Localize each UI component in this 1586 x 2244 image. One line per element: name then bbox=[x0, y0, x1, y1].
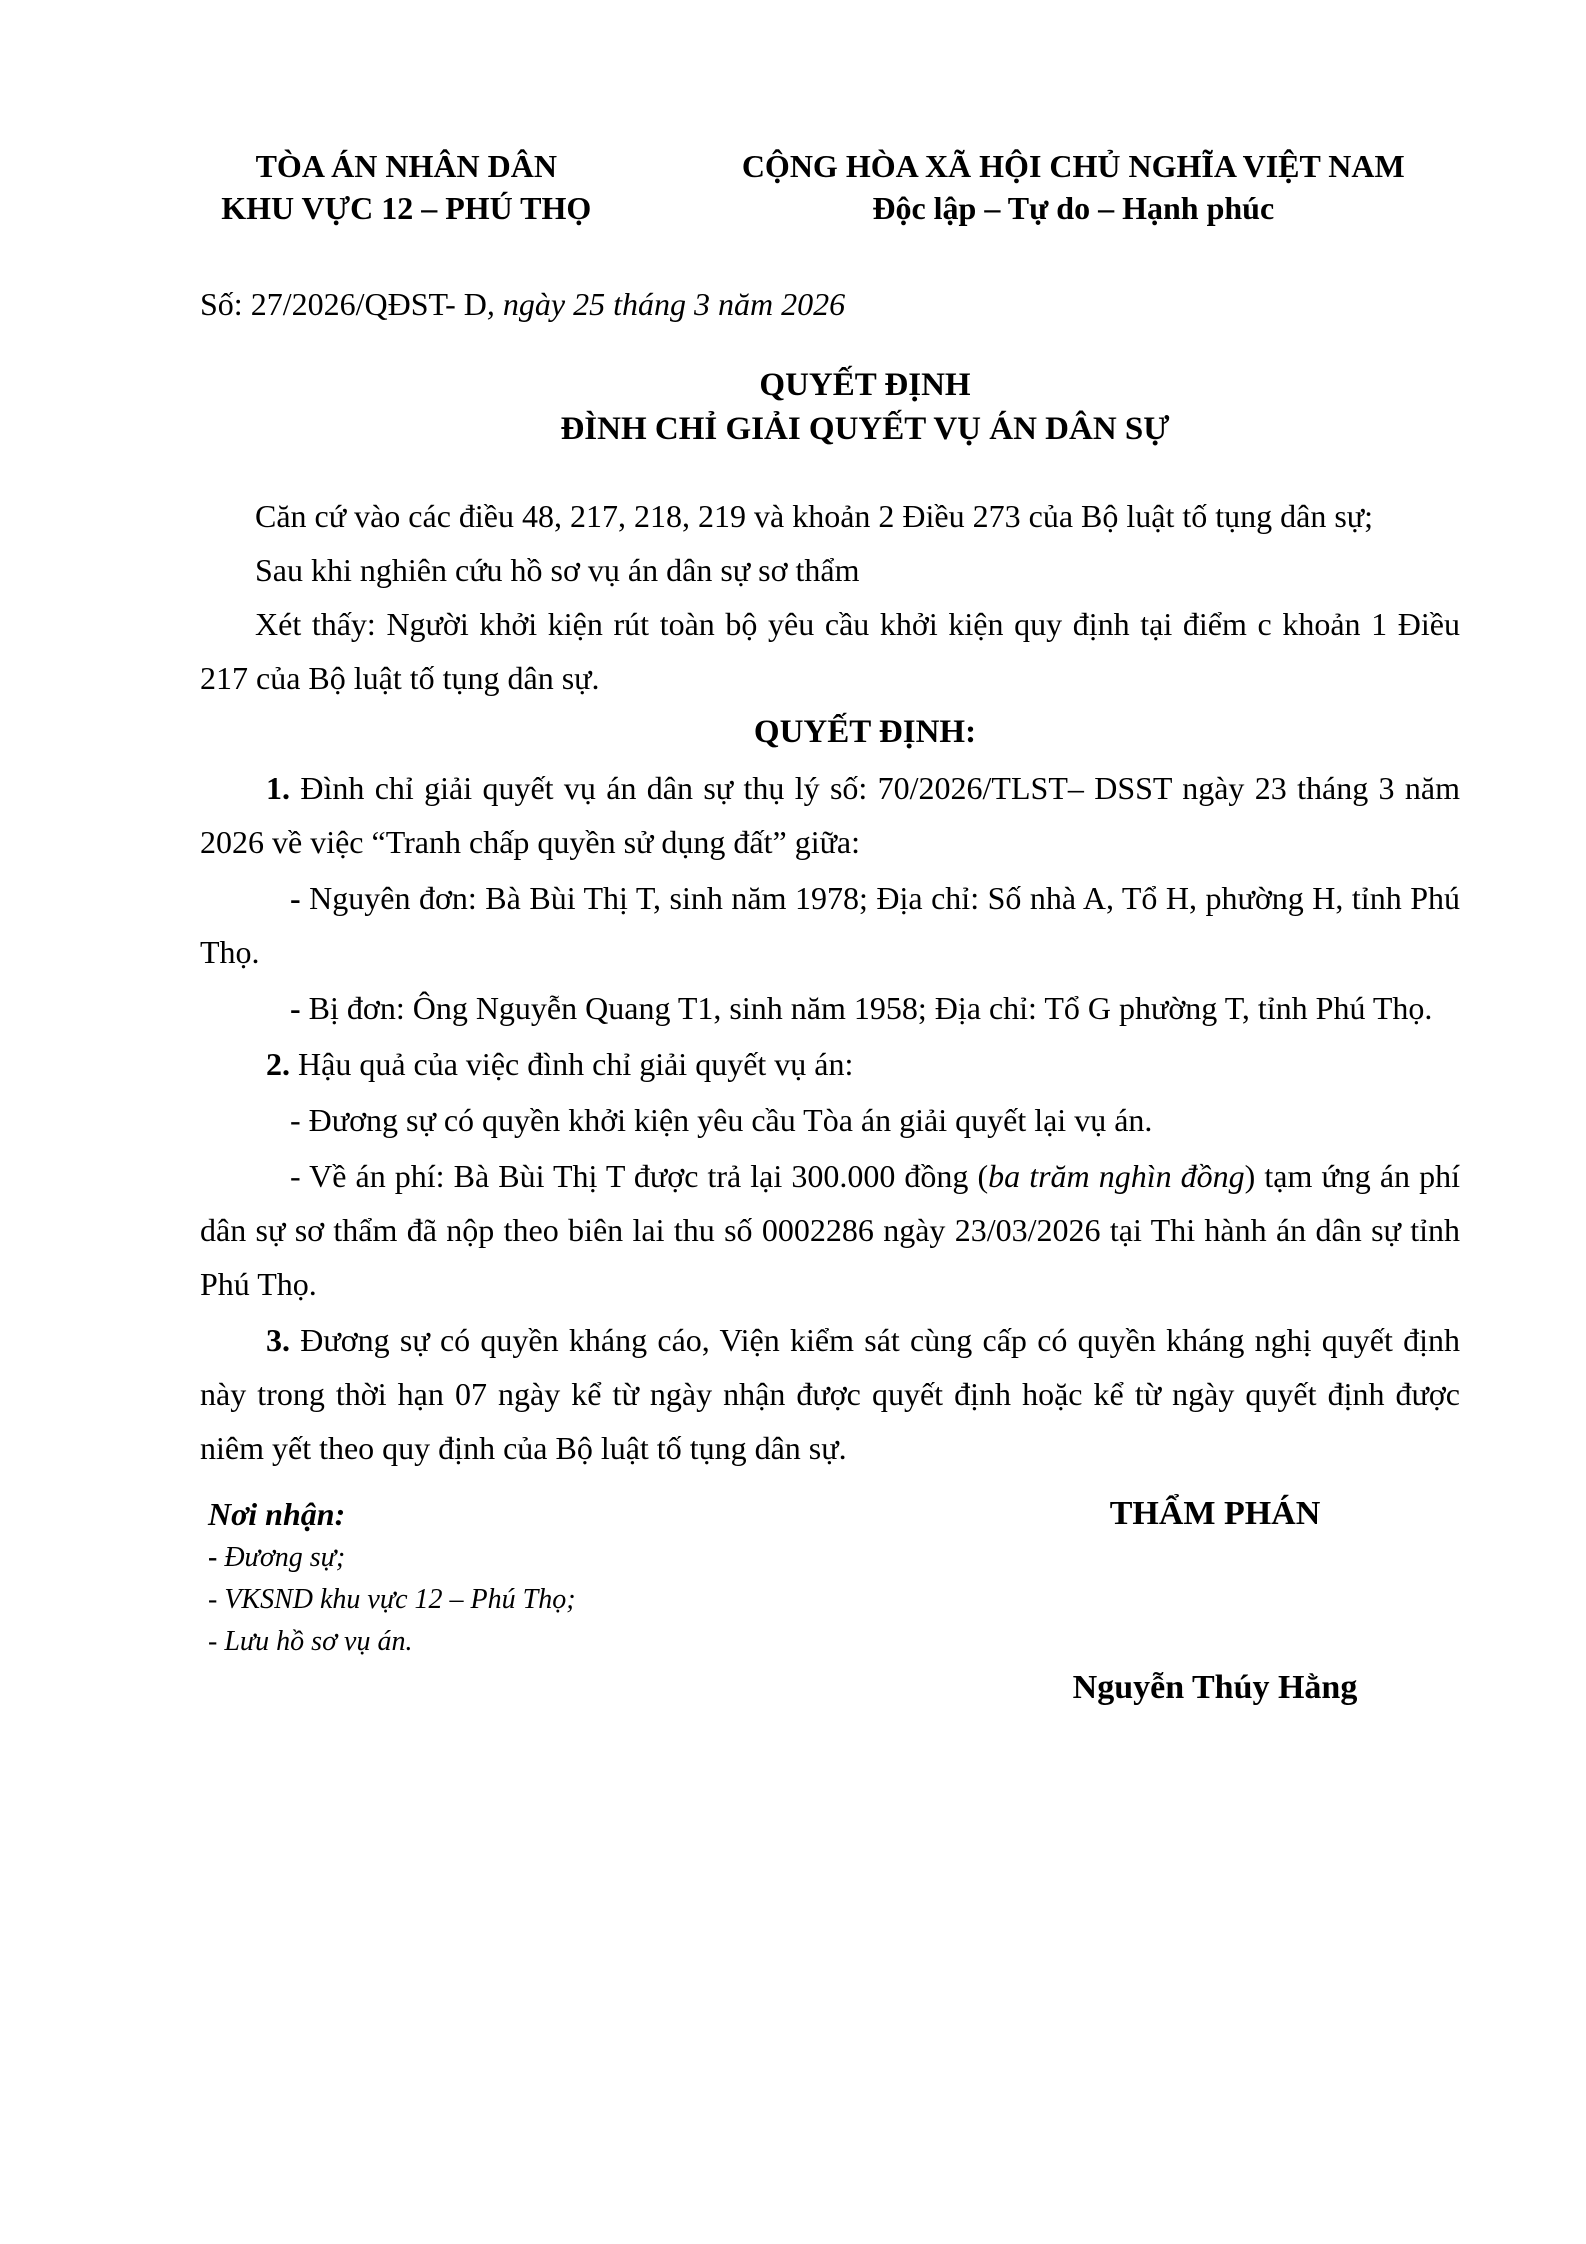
fee-text-suffix: ) tạm ứng án phí dân sự sơ thẩm đã nộp theo biên lai thu số 0002286 ngày 23/03/2026 tại Thi hành án dân sự tỉnh Phú Thọ. bbox=[200, 1158, 1461, 1302]
document-body bbox=[200, 489, 1460, 1475]
national-title: CỘNG HÒA XÃ HỘI CHỦ NGHĨA VIỆT NAM bbox=[741, 148, 1405, 184]
recipient-3-text: Lưu hồ sơ vụ án. bbox=[217, 1626, 413, 1657]
preamble-paragraph-1: Căn cứ vào các điều 48, 217, 218, 219 và khoản 2 Điều 273 của Bộ luật tố tụng dân sự; bbox=[255, 498, 1374, 534]
decision-item-3-number: 3. bbox=[266, 1322, 290, 1358]
judge-name: Nguyễn Thúy Hằng bbox=[1072, 1669, 1358, 1706]
national-motto-block bbox=[687, 145, 1460, 229]
document-footer bbox=[200, 1491, 1460, 1711]
recipient-2-text: VKSND khu vực 12 – Phú Thọ; bbox=[217, 1584, 576, 1615]
plaintiff-dash: - bbox=[290, 880, 301, 916]
recipient-2-dash: - bbox=[208, 1584, 218, 1615]
preamble-paragraph-2: Sau khi nghiên cứu hồ sơ vụ án dân sự sơ thẩm bbox=[255, 552, 860, 588]
decision-item-3-text: Đương sự có quyền kháng cáo, Viện kiểm sát cùng cấp có quyền kháng nghị quyết định này trong thời hạn 07 ngày kể từ ngày nhận được quyết định hoặc kể từ ngày quyết định được niêm yết theo quy định của Bộ luật tố tụng dân sự. bbox=[200, 1322, 1460, 1466]
consequence-text: Đương sự có quyền khởi kiện yêu cầu Tòa án giải quyết lại vụ án. bbox=[300, 1102, 1153, 1138]
decision-item-1-text: Đình chỉ giải quyết vụ án dân sự thụ lý số: 70/2026/TLST– DSST ngày 23 tháng 3 năm 2026 về việc “Tranh chấp quyền sử dụng đất” giữa: bbox=[200, 770, 1460, 860]
signature-block bbox=[1000, 1491, 1430, 1711]
national-header bbox=[200, 145, 1460, 229]
national-motto: Độc lập – Tự do – Hạnh phúc bbox=[872, 190, 1275, 226]
preamble-paragraph-3: Xét thấy: Người khởi kiện rút toàn bộ yêu cầu khởi kiện quy định tại điểm c khoản 1 Điều 217 của Bộ luật tố tụng dân sự. bbox=[200, 606, 1460, 696]
recipient-item-1 bbox=[208, 1537, 1000, 1579]
recipients-block bbox=[200, 1491, 1000, 1663]
recipient-item-3 bbox=[208, 1621, 1000, 1663]
recipient-item-2 bbox=[208, 1579, 1000, 1621]
decision-item-2 bbox=[200, 1037, 1460, 1091]
document-title bbox=[200, 363, 1460, 451]
court-name-line2: KHU VỰC 12 – PHÚ THỌ bbox=[221, 190, 592, 226]
defendant-dash: - bbox=[290, 990, 301, 1026]
court-name-line1: TÒA ÁN NHÂN DÂN bbox=[255, 148, 557, 184]
decision-item-2-text: Hậu quả của việc đình chỉ giải quyết vụ án: bbox=[290, 1046, 854, 1082]
consequence-dash: - bbox=[290, 1102, 301, 1138]
decision-heading: QUYẾT ĐỊNH: bbox=[753, 714, 977, 750]
defendant-text: Bị đơn: Ông Nguyễn Quang T1, sinh năm 1958; Địa chỉ: Tổ G phường T, tỉnh Phú Thọ. bbox=[300, 990, 1433, 1026]
recipients-label: Nơi nhận: bbox=[208, 1496, 346, 1532]
decision-item-2-number: 2. bbox=[266, 1046, 290, 1082]
document-number: Số: 27/2026/QĐST- D bbox=[200, 286, 487, 322]
plaintiff-text: Nguyên đơn: Bà Bùi Thị T, sinh năm 1978; Địa chỉ: Số nhà A, Tổ H, phường H, tỉnh Phú Thọ. bbox=[200, 880, 1460, 970]
fee-text-prefix: Về án phí: Bà Bùi Thị T được trả lại 300.000 đồng ( bbox=[300, 1158, 989, 1194]
consequence-line bbox=[200, 1093, 1460, 1147]
recipient-3-dash: - bbox=[208, 1626, 218, 1657]
plaintiff-line bbox=[200, 871, 1460, 979]
fee-amount-words: ba trăm nghìn đồng bbox=[988, 1158, 1245, 1194]
document-date: , ngày 25 tháng 3 năm 2026 bbox=[486, 286, 846, 322]
document-title-line1: QUYẾT ĐỊNH bbox=[759, 367, 971, 403]
decision-item-1 bbox=[200, 761, 1460, 869]
court-name-block bbox=[200, 145, 613, 229]
recipient-1-dash: - bbox=[208, 1542, 218, 1573]
recipients-list bbox=[200, 1537, 1000, 1663]
decision-item-3 bbox=[200, 1313, 1460, 1475]
recipient-1-text: Đương sự; bbox=[217, 1542, 346, 1573]
fee-line bbox=[200, 1149, 1460, 1311]
decision-item-1-number: 1. bbox=[266, 770, 290, 806]
document-number-line bbox=[200, 277, 1460, 331]
judge-title: THẨM PHÁN bbox=[1109, 1495, 1321, 1532]
fee-dash: - bbox=[290, 1158, 301, 1194]
document-title-line2: ĐÌNH CHỈ GIẢI QUYẾT VỤ ÁN DÂN SỰ bbox=[560, 411, 1170, 447]
defendant-line bbox=[200, 981, 1460, 1035]
